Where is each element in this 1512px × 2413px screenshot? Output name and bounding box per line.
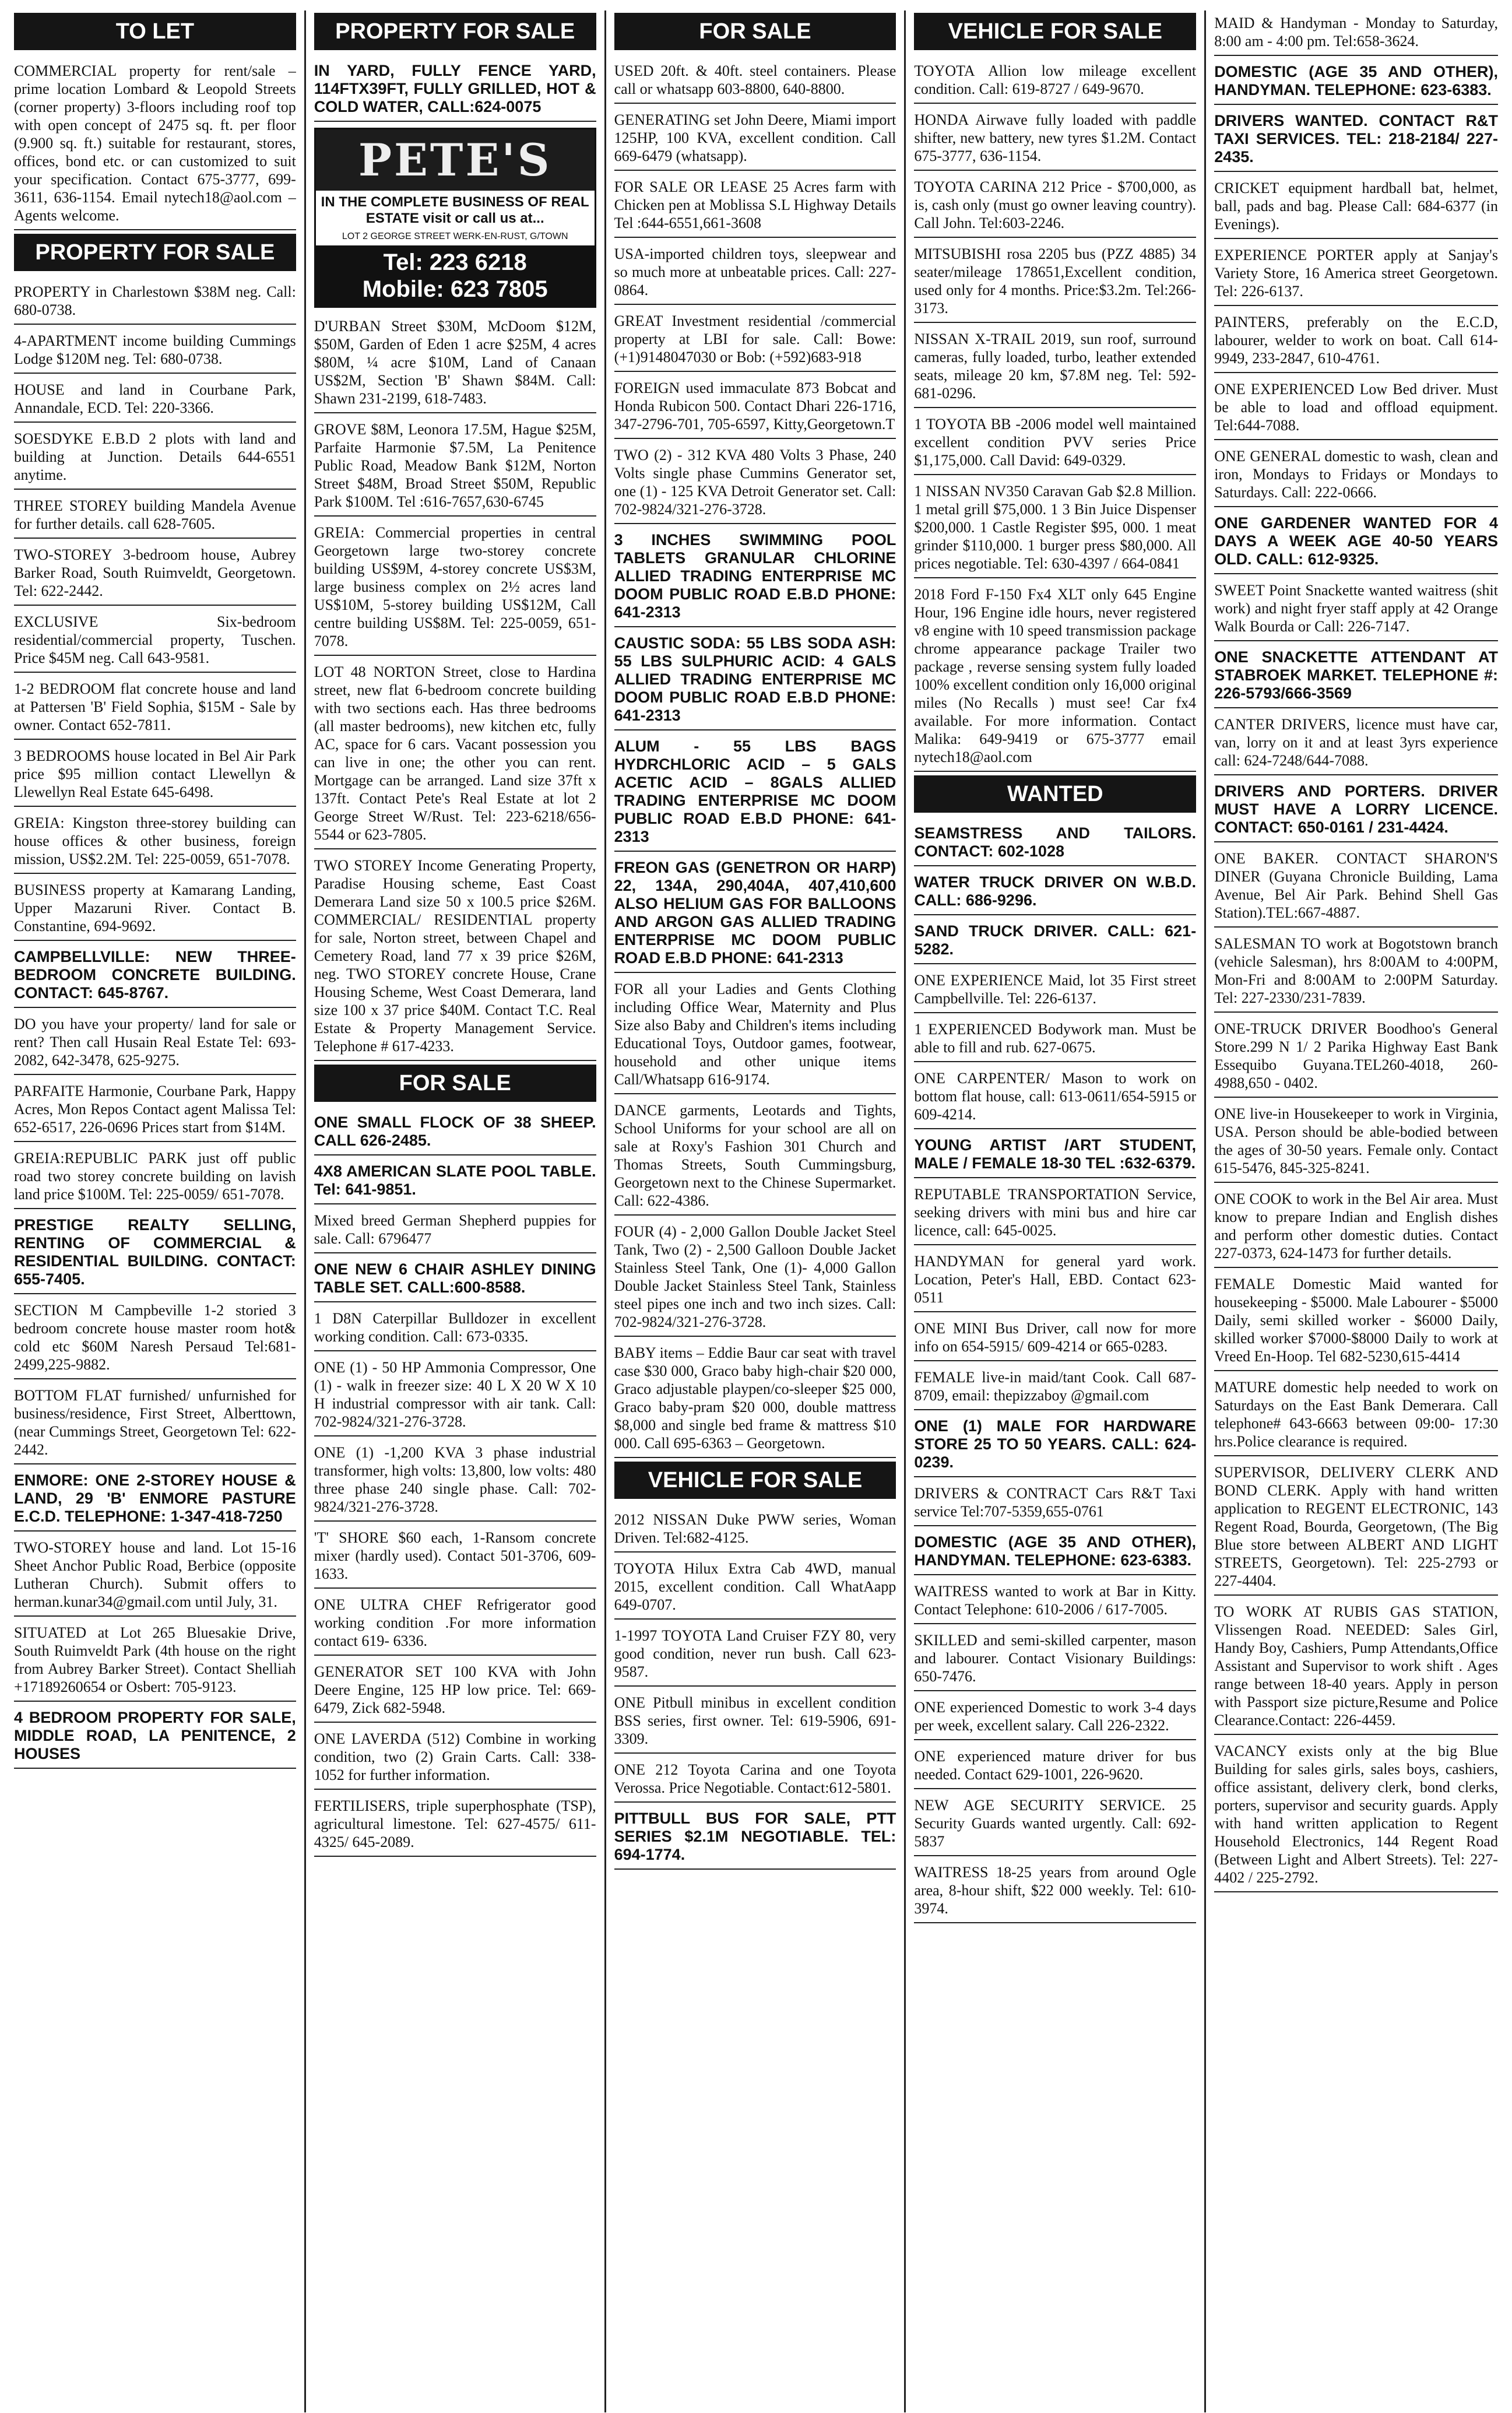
classified-ad: ONE-TRUCK DRIVER Boodhoo's General Store.299 N 1/ 2 Parika Highway East Bank Essequibo Guyana.TEL260-4018, 260-4988,650 - 0402. bbox=[1214, 1016, 1498, 1098]
classified-ad: TOYOTA CARINA 212 Price - $700,000, as is, cash only (must go owner leaving country). Call John. Tel:603-2246. bbox=[914, 174, 1196, 238]
classified-ad: ENMORE: ONE 2-STOREY HOUSE & LAND, 29 'B' ENMORE PASTURE E.C.D. TELEPHONE: 1-347-418-7250 bbox=[14, 1468, 296, 1532]
classified-ad: CANTER DRIVERS, licence must have car, van, lorry on it and at least 3yrs experience call: 624-7248/644-7088. bbox=[1214, 712, 1498, 775]
classified-ad: IN YARD, FULLY FENCE YARD, 114FTX39FT, FULLY GRILLED, HOT & COLD WATER, CALL:624-0075 bbox=[314, 58, 596, 122]
classified-ad: BABY items – Eddie Baur car seat with travel case $30 000, Graco baby high-chair $20 000, Graco adjustable playpen/co-sleeper $25 000, Graco baby-pram $20 000, double mattress $8,000 and single bed frame & mattress $10 000. Call 695-6363 – Georgetown. bbox=[614, 1340, 896, 1458]
classified-ad: ONE NEW 6 CHAIR ASHLEY DINING TABLE SET. CALL:600-8588. bbox=[314, 1257, 596, 1302]
classified-ad: 'T' SHORE $60 each, 1-Ransom concrete mixer (hardly used). Contact 501-3706, 609-1633. bbox=[314, 1525, 596, 1589]
classified-ad: NISSAN X-TRAIL 2019, sun roof, surround cameras, fully loaded, turbo, leather extended seats, mileage 20 km, $7.8M neg. Tel: 592-681-0296. bbox=[914, 326, 1196, 408]
classified-ad: ONE Pitbull minibus in excellent condition BSS series, first owner. Tel: 619-5906, 691-3309. bbox=[614, 1690, 896, 1754]
classified-ad: D'URBAN Street $30M, McDoom $12M, $50M, Garden of Eden 1 acre $25M, 4 acres $80M, ¼ acre $10M, Land of Canaan US$2M, Section 'B' Shawn $84M. Call: Shawn 231-2199, 618-7483. bbox=[314, 314, 596, 413]
classified-ad: LOT 48 NORTON Street, close to Hardina street, new flat 6-bedroom concrete building with two sections each. Has three bedrooms (all master bedrooms), new kitchen etc, fully AC, space for 6 cars. Vacant possession you can live in one; the other you can rent. Mortgage can be arranged. Land size 37ft x 137ft. Contact Pete's Real Estate at lot 2 George Street W/Rust. Tel: 223-6218/656-5544 or 623-7805. bbox=[314, 659, 596, 849]
classified-ad: BUSINESS property at Kamarang Landing, Upper Mazaruni River. Contact B. Constantine, 694-9692. bbox=[14, 877, 296, 941]
classified-ad: CAUSTIC SODA: 55 LBS SODA ASH: 55 LBS SULPHURIC ACID: 4 GALS ALLIED TRADING ENTERPRISE MC DOOM PUBLIC ROAD E.B.D PHONE: 641-2313 bbox=[614, 631, 896, 730]
classified-ad: PARFAITE Harmonie, Courbane Park, Happy Acres, Mon Repos Contact agent Malissa Tel: 652-6517, 226-0696 Prices start from $14M. bbox=[14, 1079, 296, 1142]
classified-ad: EXCLUSIVE Six-bedroom residential/commercial property, Tuschen. Price $45M neg. Call 643-9581. bbox=[14, 609, 296, 673]
classified-ad: TWO (2) - 312 KVA 480 Volts 3 Phase, 240 Volts single phase Cummins Generator set, one (1) - 125 KVA Detroit Generator set. Call: 702-9824/321-276-3728. bbox=[614, 442, 896, 524]
logo-mobile: Mobile: 623 7805 bbox=[362, 276, 548, 302]
classified-ad: GREIA:REPUBLIC PARK just off public road two storey concrete building on lavish land price $100M. Tel: 225-0059/ 651-7078. bbox=[14, 1146, 296, 1209]
classified-ad: SITUATED at Lot 265 Bluesakie Drive, South Ruimveldt Park (4th house on the right from Aubrey Barker Street). Contact Shelliah +17189260654 or Osbert: 705-9123. bbox=[14, 1620, 296, 1702]
classified-ad: TO WORK AT RUBIS GAS STATION, Vlissengen Road. NEEDED: Sales Girl, Handy Boy, Cashiers, Pump Attendants,Office Assistant and Supervisor to work shift . Ages range between 18-40 years. Apply in person with Passport size picture,Resume and Police Clearance.Contact: 226-4459. bbox=[1214, 1599, 1498, 1735]
classified-ad: ONE CARPENTER/ Mason to work on bottom flat house, call: 613-0611/654-5915 or 609-4214. bbox=[914, 1066, 1196, 1129]
classified-ad: SAND TRUCK DRIVER. CALL: 621-5282. bbox=[914, 919, 1196, 964]
section-header: TO LET bbox=[14, 13, 296, 50]
classified-ad: Mixed breed German Shepherd puppies for sale. Call: 6796477 bbox=[314, 1208, 596, 1253]
classified-ad: FOR all your Ladies and Gents Clothing including Office Wear, Maternity and Plus Size also Baby and Children's items including Educational Toys, Outdoor games, footwear, household and other unique items Call/Whatsapp 616-9174. bbox=[614, 977, 896, 1094]
classified-ad: ONE GARDENER WANTED FOR 4 DAYS A WEEK AGE 40-50 YEARS OLD. CALL: 612-9325. bbox=[1214, 511, 1498, 574]
classified-ad: MATURE domestic help needed to work on Saturdays on the East Bank Demerara. Call telephone# 643-6663 between 09:00- 17:30 hrs.Police clearance is required. bbox=[1214, 1375, 1498, 1456]
classified-ad: 2012 NISSAN Duke PWW series, Woman Driven. Tel:682-4125. bbox=[614, 1507, 896, 1553]
classified-ad: TWO-STOREY 3-bedroom house, Aubrey Barker Road, South Ruimveldt, Georgetown. Tel: 622-2442. bbox=[14, 542, 296, 606]
classified-ad: ONE experienced Domestic to work 3-4 days per week, excellent salary. Call 226-2322. bbox=[914, 1695, 1196, 1740]
column-2 bbox=[306, 10, 606, 2412]
classified-ad: GENERATING set John Deere, Miami import 125HP, 100 KVA, excellent condition. Call 669-6479 (whatsapp). bbox=[614, 107, 896, 171]
classified-ad: ONE MINI Bus Driver, call now for more info on 654-5915/ 609-4214 or 665-0283. bbox=[914, 1316, 1196, 1361]
classified-ad: SEAMSTRESS AND TAILORS. CONTACT: 602-1028 bbox=[914, 821, 1196, 866]
column-5 bbox=[1206, 10, 1506, 2412]
petes-real-estate-logo bbox=[314, 128, 596, 308]
classified-ad: EXPERIENCE PORTER apply at Sanjay's Variety Store, 16 America street Georgetown. Tel: 226-6137. bbox=[1214, 243, 1498, 306]
classified-ad: COMMERCIAL property for rent/sale – prime location Lombard & Leopold Streets (corner property) 3-floors including roof top with open concept of 2475 sq. ft. per floor (9.900 sq. ft.) suitable for restaurant, stores, offices, bond etc. or can customized to suit your specification. Contact 675-3777, 699-3611, 636-1154. Email nytech18@aol.com – Agents welcome. bbox=[14, 58, 296, 230]
classified-ad: GREIA: Kingston three-storey building can house offices & other business, foreign mission, US$2.2M. Tel: 225-0059, 651-7078. bbox=[14, 810, 296, 874]
column-1 bbox=[6, 10, 306, 2412]
classified-ad: PROPERTY in Charlestown $38M neg. Call: 680-0738. bbox=[14, 279, 296, 325]
classified-ad: 4 BEDROOM PROPERTY FOR SALE, MIDDLE ROAD, LA PENITENCE, 2 HOUSES bbox=[14, 1705, 296, 1769]
classified-ad: 3 BEDROOMS house located in Bel Air Park price $95 million contact Llewellyn & Llewellyn Real Estate 645-6498. bbox=[14, 743, 296, 807]
classified-ad: TWO STOREY Income Generating Property, Paradise Housing scheme, East Coast Demerara Land size 50 x 100.5 price $26M. COMMERCIAL/ RESIDENTIAL property for sale, Norton street, between Chapel and Cemetery Road, land 77 x 39 price $26M, neg. TWO STOREY concrete House, Crane Housing Scheme, West Coast Demerara, land size 100 x 37 price $40M. Contact T.C. Real Estate & Property Management Service. Telephone # 617-4233. bbox=[314, 853, 596, 1061]
classified-ad: HOUSE and land in Courbane Park, Annandale, ECD. Tel: 220-3366. bbox=[14, 377, 296, 423]
classified-ad: CAMPBELLVILLE: NEW THREE-BEDROOM CONCRETE BUILDING. CONTACT: 645-8767. bbox=[14, 944, 296, 1008]
classified-ad: FOREIGN used immaculate 873 Bobcat and Honda Rubicon 500. Contact Dhari 226-1716, 347-2796-701, 705-6597, Kitty,Georgetown.T bbox=[614, 375, 896, 439]
column-3 bbox=[606, 10, 906, 2412]
classified-ad: 1 NISSAN NV350 Caravan Gab $2.8 Million. 1 metal grill $75,000. 1 3 Bin Juice Dispenser $200,000. 1 Castle Register $95, 000. 1 meat grinder $110,000. 1 burger press $80,000. All prices negotiable. Tel: 630-4397 / 664-0841 bbox=[914, 479, 1196, 578]
logo-phone: Tel: 223 6218 bbox=[383, 250, 527, 275]
classified-ad: DRIVERS & CONTRACT Cars R&T Taxi service Tel:707-5359,655-0761 bbox=[914, 1481, 1196, 1526]
section-header: FOR SALE bbox=[314, 1065, 596, 1102]
classified-ad: ONE GENERAL domestic to wash, clean and iron, Mondays to Fridays or Mondays to Saturdays. Call: 222-0666. bbox=[1214, 444, 1498, 507]
classified-ad: FERTILISERS, triple superphosphate (TSP), agricultural limestone. Tel: 627-4575/ 611-4325/ 645-2089. bbox=[314, 1793, 596, 1857]
classified-ad: WAITRESS 18-25 years from around Ogle area, 8-hour shift, $22 000 weekly. Tel: 610-3974. bbox=[914, 1860, 1196, 1923]
classified-ad: SKILLED and semi-skilled carpenter, mason and labourer. Contact Visionary Buildings: 650-7476. bbox=[914, 1628, 1196, 1691]
classified-ad: ONE (1) - 50 HP Ammonia Compressor, One (1) - walk in freezer size: 40 L X 20 W X 10 H industrial compressor with air tank. Call: 702-9824/321-276-3728. bbox=[314, 1355, 596, 1436]
classified-ad: FOUR (4) - 2,000 Gallon Double Jacket Steel Tank, Two (2) - 2,500 Galloon Double Jacket Stainless Steel Tank, One (1)- 4,000 Gallon Double Jacket Stainless Steel Tank, Stainless steel pipes one inch and two inch sizes. Call: 702-9824/321-276-3728. bbox=[614, 1219, 896, 1337]
classified-ad: FOR SALE OR LEASE 25 Acres farm with Chicken pen at Moblissa S.L Highway Details Tel :644-6551,661-3608 bbox=[614, 174, 896, 238]
classified-ad: ONE LAVERDA (512) Combine in working condition, two (2) Grain Carts. Call: 338-1052 for further information. bbox=[314, 1726, 596, 1790]
classified-ad: SECTION M Campbeville 1-2 storied 3 bedroom concrete house master room hot& cold etc $60M Naresh Persaud Tel:681-2499,225-9882. bbox=[14, 1298, 296, 1379]
classified-ad: CRICKET equipment hardball bat, helmet, ball, pads and bag. Please Call: 684-6377 (in Evenings). bbox=[1214, 175, 1498, 239]
classified-ad: YOUNG ARTIST /ART STUDENT, MALE / FEMALE 18-30 TEL :632-6379. bbox=[914, 1133, 1196, 1178]
logo-phones bbox=[316, 245, 595, 306]
classified-ad: PAINTERS, preferably on the E.C.D, labourer, welder to work on boat. Call 614-9949, 233-2847, 610-4761. bbox=[1214, 310, 1498, 373]
classified-ad: 1-1997 TOYOTA Land Cruiser FZY 80, very good condition, never run bush. Call 623-9587. bbox=[614, 1623, 896, 1687]
classified-ad: DOMESTIC (AGE 35 AND OTHER), HANDYMAN. TELEPHONE: 623-6383. bbox=[1214, 59, 1498, 105]
classified-ad: ONE 212 Toyota Carina and one Toyota Verossa. Price Negotiable. Contact:612-5801. bbox=[614, 1757, 896, 1803]
classified-ad: GREIA: Commercial properties in central Georgetown large two-storey concrete building US$9M, 4-storey concrete US$3M, large business complex on 2½ acres land US$10M, 5-storey building US$12M, Call centre building US$8M. Tel: 225-0059, 651-7078. bbox=[314, 520, 596, 656]
logo-mark: PETE'S bbox=[316, 129, 595, 191]
classified-ad: WATER TRUCK DRIVER ON W.B.D. CALL: 686-9296. bbox=[914, 870, 1196, 915]
classified-ad: VACANCY exists only at the big Blue Building for sales girls, sales boys, cashiers, office assistant, delivery clerk, bond clerks, porters, supervisor and security guards. Apply with hand written application to Regent Household Electronics, 144 Regent Road (Between Light and Albert Streets). Tel: 227-4402 / 225-2792. bbox=[1214, 1738, 1498, 1892]
classified-ad: DRIVERS AND PORTERS. DRIVER MUST HAVE A LORRY LICENCE. CONTACT: 650-0161 / 231-4424. bbox=[1214, 779, 1498, 842]
classified-ad: FEMALE live-in maid/tant Cook. Call 687-8709, email: thepizzaboy @gmail.com bbox=[914, 1365, 1196, 1410]
classified-ad: USA-imported children toys, sleepwear and so much more at unbeatable prices. Call: 227-0864. bbox=[614, 241, 896, 305]
classified-ad: 4-APARTMENT income building Cummings Lodge $120M neg. Tel: 680-0738. bbox=[14, 328, 296, 374]
classified-ad: ONE SMALL FLOCK OF 38 SHEEP. CALL 626-2485. bbox=[314, 1110, 596, 1155]
classified-ad: PITTBULL BUS FOR SALE, PTT SERIES $2.1M NEGOTIABLE. TEL: 694-1774. bbox=[614, 1806, 896, 1870]
classified-ad: ONE live-in Housekeeper to work in Virginia, USA. Person should be able-bodied between the ages of 30-50 years. Female only. Contact 615-5476, 845-325-8241. bbox=[1214, 1101, 1498, 1183]
classified-ad: DRIVERS WANTED. CONTACT R&T TAXI SERVICES. TEL: 218-2184/ 227-2435. bbox=[1214, 108, 1498, 172]
classified-ad: GENERATOR SET 100 KVA with John Deere Engine, 125 HP low price. Tel: 669-6479, Zick 682-5948. bbox=[314, 1659, 596, 1723]
classified-ad: USED 20ft. & 40ft. steel containers. Please call or whatsapp 603-8800, 640-8800. bbox=[614, 58, 896, 104]
section-header: PROPERTY FOR SALE bbox=[14, 234, 296, 271]
classified-ad: 1 D8N Caterpillar Bulldozer in excellent working condition. Call: 673-0335. bbox=[314, 1306, 596, 1351]
classified-ad: ONE (1) -1,200 KVA 3 phase industrial transformer, high volts: 13,800, low volts: 480 three phase 240 single phase. Call: 702-9824/321-276-3728. bbox=[314, 1440, 596, 1522]
section-header: VEHICLE FOR SALE bbox=[614, 1462, 896, 1499]
logo-address: LOT 2 GEORGE STREET WERK-EN-RUST, G/TOWN bbox=[342, 231, 568, 241]
classified-ad: SOESDYKE E.B.D 2 plots with land and building at Junction. Details 644-6551 anytime. bbox=[14, 426, 296, 490]
classified-ad: GREAT Investment residential /commercial property at LBI for sale. Call: Bowe: (+1)9148047030 or Bob: (+592)683-918 bbox=[614, 308, 896, 372]
classified-ad: THREE STOREY building Mandela Avenue for further details. call 628-7605. bbox=[14, 493, 296, 539]
classified-ad: SWEET Point Snackette wanted waitress (shit work) and night fryer staff apply at 42 Orange Walk Bourda or Call: 226-7147. bbox=[1214, 578, 1498, 641]
classified-ad: 1 EXPERIENCED Bodywork man. Must be able to fill and rub. 627-0675. bbox=[914, 1017, 1196, 1062]
classified-ad: BOTTOM FLAT furnished/ unfurnished for business/residence, First Street, Alberttown, (near Cummings Street, Georgetown Tel: 622-2442. bbox=[14, 1383, 296, 1464]
classified-ad: SUPERVISOR, DELIVERY CLERK AND BOND CLERK. Apply with hand written application to REGENT ELECTRONIC, 143 Regent Road, Bourda, Georgetown, (The Big Blue store between ALBERT AND LIGHT STREETS, Georgetown). Tel: 225-2793 or 227-4404. bbox=[1214, 1460, 1498, 1596]
classified-ad: DANCE garments, Leotards and Tights, School Uniforms for your school are all on sale at Roxy's Fashion 301 Church and Thomas Streets, South Cummingsburg, Georgetown next to the Chinese Supermarket. Call: 622-4386. bbox=[614, 1098, 896, 1216]
classified-ad: MAID & Handyman - Monday to Saturday, 8:00 am - 4:00 pm. Tel:658-3624. bbox=[1214, 10, 1498, 56]
classified-ad: ALUM - 55 LBS BAGS HYDRCHLORIC ACID – 5 GALS ACETIC ACID – 8GALS ALLIED TRADING ENTERPRISE MC DOOM PUBLIC ROAD E.B.D PHONE: 641-2313 bbox=[614, 734, 896, 852]
classified-ad: ONE SNACKETTE ATTENDANT AT STABROEK MARKET. TELEPHONE #: 226-5793/666-3569 bbox=[1214, 645, 1498, 708]
classified-ad: ONE BAKER. CONTACT SHARON'S DINER (Guyana Chronicle Building, Lama Avenue, Bel Air Park. Behind Shell Gas Station).TEL:667-4887. bbox=[1214, 846, 1498, 928]
classified-ad: 1 TOYOTA BB -2006 model well maintained excellent condition PVV series Price $1,175,000. Call David: 649-0329. bbox=[914, 412, 1196, 475]
classified-ad: PRESTIGE REALTY SELLING, RENTING OF COMMERCIAL & RESIDENTIAL BUILDING. CONTACT: 655-7405. bbox=[14, 1213, 296, 1294]
classified-ad: TWO-STOREY house and land. Lot 15-16 Sheet Anchor Public Road, Berbice (opposite Lutheran Church). Submit offers to herman.kunar34@gmail.com until July, 31. bbox=[14, 1535, 296, 1617]
classified-ad: ONE COOK to work in the Bel Air area. Must know to prepare Indian and English dishes and perform other domestic duties. Contact 227-0373, 624-1473 for further details. bbox=[1214, 1186, 1498, 1268]
classified-ad: 4X8 AMERICAN SLATE POOL TABLE. Tel: 641-9851. bbox=[314, 1159, 596, 1204]
section-header: VEHICLE FOR SALE bbox=[914, 13, 1196, 50]
classified-ad: MITSUBISHI rosa 2205 bus (PZZ 4885) 34 seater/mileage 178651,Excellent condition, used only for 4 months. Price:$3.2m. Tel:266-3173. bbox=[914, 241, 1196, 323]
classified-ad: GROVE $8M, Leonora 17.5M, Hague $25M, Parfaite Harmonie $7.5M, La Penitence Public Road, Meadow Bank $12M, Norton Street $48M, Broad Street $50M, Republic Park $100M. Tel :616-7657,630-6745 bbox=[314, 417, 596, 517]
classified-ad: 2018 Ford F-150 Fx4 XLT only 645 Engine Hour, 196 Engine idle hours, never registered v8 engine with 10 speed transmission package chrome appearance package Trailer two package , reverse sensing system fully loaded 100% excellent condition only 16,000 original miles (No Recalls ) must see! Car fx4 available. For more information. Contact Malika: 649-9419 or 675-3777 email nytech18@aol.com bbox=[914, 582, 1196, 772]
classified-ad: ONE ULTRA CHEF Refrigerator good working condition .For more information contact 619- 6336. bbox=[314, 1592, 596, 1656]
classified-ad: HANDYMAN for general yard work. Location, Peter's Hall, EBD. Contact 623-0511 bbox=[914, 1249, 1196, 1312]
classified-ad: ONE experienced mature driver for bus needed. Contact 629-1001, 226-9620. bbox=[914, 1744, 1196, 1789]
column-4 bbox=[906, 10, 1206, 2412]
classified-ad: ONE EXPERIENCED Low Bed driver. Must be able to load and offload equipment. Tel:644-7088. bbox=[1214, 377, 1498, 440]
classified-ad: FREON GAS (GENETRON OR HARP) 22, 134A, 290,404A, 407,410,600 ALSO HELIUM GAS FOR BALLOONS AND ARGON GAS ALLIED TRADING ENTERPRISE MC DOOM PUBLIC ROAD E.B.D PHONE: 641-2313 bbox=[614, 855, 896, 973]
classified-ad: ONE (1) MALE FOR HARDWARE STORE 25 TO 50 YEARS. CALL: 624-0239. bbox=[914, 1414, 1196, 1477]
section-header: PROPERTY FOR SALE bbox=[314, 13, 596, 50]
classified-ad: SALESMAN TO work at Bogotstown branch (vehicle Salesman), hrs 8:00AM to 4:00PM, Mon-Fri and 8:00AM to 2:00PM Saturday. Tel: 227-2330/231-7839. bbox=[1214, 931, 1498, 1013]
classified-ad: TOYOTA Allion low mileage excellent condition. Call: 619-8727 / 649-9670. bbox=[914, 58, 1196, 104]
logo-tagline: IN THE COMPLETE BUSINESS OF REAL ESTATE visit or call us at... bbox=[321, 194, 589, 226]
classified-ad: NEW AGE SECURITY SERVICE. 25 Security Guards wanted urgently. Call: 692-5837 bbox=[914, 1793, 1196, 1856]
classified-ad: DO you have your property/ land for sale or rent? Then call Husain Real Estate Tel: 693-2082, 642-3478, 625-9275. bbox=[14, 1011, 296, 1075]
section-header: FOR SALE bbox=[614, 13, 896, 50]
classified-ad: ONE EXPERIENCE Maid, lot 35 First street Campbellville. Tel: 226-6137. bbox=[914, 968, 1196, 1013]
section-header: WANTED bbox=[914, 775, 1196, 813]
classified-ad: WAITRESS wanted to work at Bar in Kitty. Contact Telephone: 610-2006 / 617-7005. bbox=[914, 1579, 1196, 1624]
classified-ad: REPUTABLE TRANSPORTATION Service, seeking drivers with mini bus and hire car licence, call: 645-0025. bbox=[914, 1182, 1196, 1245]
classified-ad: DOMESTIC (AGE 35 AND OTHER), HANDYMAN. TELEPHONE: 623-6383. bbox=[914, 1530, 1196, 1575]
classified-ad: 3 INCHES SWIMMING POOL TABLETS GRANULAR CHLORINE ALLIED TRADING ENTERPRISE MC DOOM PUBLIC ROAD E.B.D PHONE: 641-2313 bbox=[614, 528, 896, 627]
classified-ad: HONDA Airwave fully loaded with paddle shifter, new battery, new tyres $1.2M. Contact 675-3777, 636-1154. bbox=[914, 107, 1196, 171]
classified-ad: FEMALE Domestic Maid wanted for housekeeping - $5000. Male Labourer - $5000 Daily, semi skilled worker - $6000 Daily, skilled worker $7000-$8000 Daily to work at Vreed En-Hoop. Tel 682-5230,615-4414 bbox=[1214, 1272, 1498, 1371]
classified-ad: TOYOTA Hilux Extra Cab 4WD, manual 2015, excellent condition. Call WhatAapp 649-0707. bbox=[614, 1556, 896, 1620]
classified-ad: 1-2 BEDROOM flat concrete house and land at Pattersen 'B' Field Sophia, $15M - Sale by owner. Contact 652-7811. bbox=[14, 676, 296, 740]
